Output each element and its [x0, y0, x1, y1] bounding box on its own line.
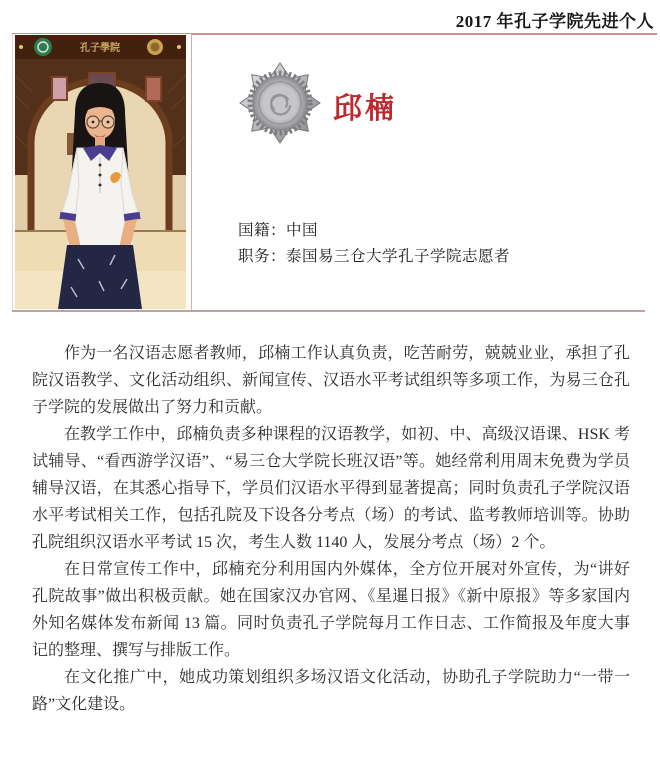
nationality-value: 中国: [286, 222, 319, 239]
photo-sign-text: 孔子學院: [80, 43, 120, 54]
position-row: [238, 244, 510, 270]
silver-star-medal-icon: [238, 61, 322, 145]
biography-text: [32, 340, 630, 718]
body-paragraph: 作为一名汉语志愿者教师，邱楠工作认真负责，吃苦耐劳，兢兢业业，承担了孔院汉语教学、文化活动组织、新闻宣传、汉语水平考试组织等多项工作，为易三仓孔子学院的发展做出了努力和贡献。: [32, 345, 630, 416]
position-value: 泰国易三仓大学孔子学院志愿者: [286, 248, 511, 265]
confucius-institute-logo: [34, 38, 52, 56]
section-divider-rule: [12, 310, 645, 312]
body-paragraph: 在教学工作中，邱楠负责多种课程的汉语教学，如初、中、高级汉语课、HSK 考试辅导、“看西游学汉语”、“易三仓大学院长班汉语”等。她经常利用周末免费为学员辅导汉语，在其悉心指导下，学员们汉语水平得到显著提高；同时负责孔子学院汉语水平考试相关工作，包括孔院及下设各分考点（场）的考试、监考教师培训等。协助孔院组织汉语水平考试 15 次，考生人数 1140 人，发展分考点（场）2 个。: [32, 426, 630, 551]
profile-fields: [238, 218, 510, 270]
position-label: 职务：: [238, 248, 287, 265]
body-paragraph: 在日常宣传工作中，邱楠充分利用国内外媒体，全方位开展对外宣传，为“讲好孔院故事”做出积极贡献。她在国家汉办官网、《星暹日报》《新中原报》等多家国内外知名媒体发布新闻 13 篇。同时负责孔子学院每月工作日志、工作简报及年度大事记的整理、撰写与排版工作。: [32, 561, 630, 659]
nationality-label: 国籍：: [238, 222, 287, 239]
person-name: 邱楠: [333, 93, 398, 125]
portrait-photo-frame: [12, 34, 192, 311]
nationality-row: [238, 218, 510, 244]
page-title: 2017 年孔子学院先进个人: [455, 12, 654, 31]
portrait-photo: [15, 35, 186, 309]
body-paragraph: 在文化推广中，她成功策划组织多场汉语文化活动，协助孔子学院助力“一带一路”文化建设。: [32, 669, 630, 713]
